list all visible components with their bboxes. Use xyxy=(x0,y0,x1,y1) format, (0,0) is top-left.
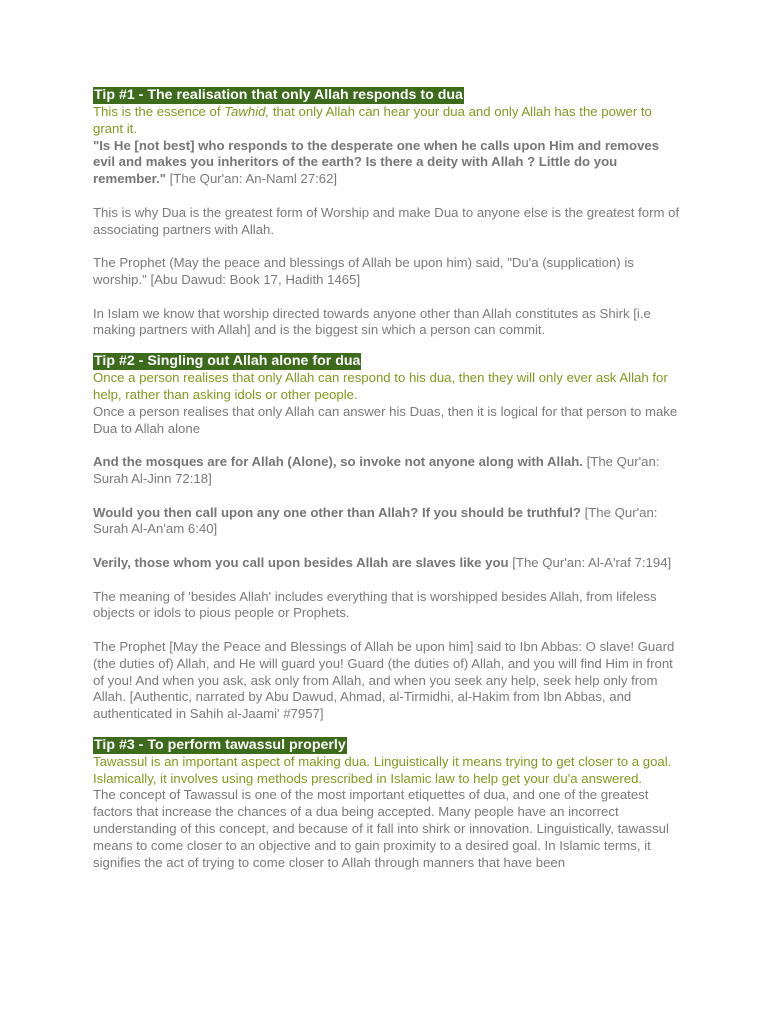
tip-1-intro: This is the essence of Tawhid, that only Allah can hear your dua and only Allah has the power to grant it. xyxy=(93,104,652,136)
tip-2-quran-quote-1: And the mosques are for Allah (Alone), so invoke not anyone along with Allah. [The Qur'an: Surah Al-Jinn 72:18] xyxy=(93,454,660,486)
tip-1-paragraph-2: The Prophet (May the peace and blessings of Allah be upon him) said, "Du'a (supplication) is worship." [Abu Dawud: Book 17, Hadith 1465] xyxy=(93,255,634,287)
tip-3-intro: Tawassul is an important aspect of making dua. Linguistically it means trying to get closer to a goal. Islamically, it involves using methods prescribed in Islamic law to help get your du'a answered. xyxy=(93,753,672,786)
tip-2-paragraph-1: Once a person realises that only Allah can answer his Duas, then it is logical for that person to make Dua to Allah alone xyxy=(93,403,678,436)
tip-3-heading: Tip #3 - To perform tawassul properly xyxy=(94,736,346,753)
tip-2-paragraph-3: The Prophet [May the Peace and Blessings of Allah be upon him] said to Ibn Abbas: O slave! Guard (the duties of) Allah, and He will guard you! Guard (the duties of) Allah, and you will find Him in front of you! And when you ask, ask only from Allah, and when you seek any help, seek help only from Allah. [Authentic, narrated by Abu Dawud, Ahmad, al-Tirmidhi, al-Hakim from Ibn Abbas, and authenticated in Sahih al-Jaami' #7957] xyxy=(93,638,675,722)
tip-2-paragraph-2: The meaning of 'besides Allah' includes everything that is worshipped besides Allah, from lifeless objects or idols to pious people or Prophets. xyxy=(93,588,657,621)
tip-1-quran-quote: "Is He [not best] who responds to the desperate one when he calls upon Him and removes evil and makes you inheritors of the earth? Is there a deity with Allah ? Little do you remember." [The Qur'an: An-Naml 27:62] xyxy=(93,137,660,187)
tip-2-heading: Tip #2 - Singling out Allah alone for dua xyxy=(94,353,361,370)
tip-2-intro: Once a person realises that only Allah can respond to his dua, then they will only ever ask Allah for help, rather than asking idols or other people. xyxy=(93,370,668,402)
document-page xyxy=(93,87,683,871)
tip-2-quran-quote-3: Verily, those whom you call upon besides Allah are slaves like you [The Qur'an: Al-A'raf 7:194] xyxy=(93,554,672,570)
tip-1-heading: Tip #1 - The realisation that only Allah responds to dua xyxy=(94,87,463,103)
tip-3-paragraph-1: The concept of Tawassul is one of the most important etiquettes of dua, and one of the greatest factors that increase the chances of a dua being accepted. Many people have an incorrect understanding of this concept, and because of it fall into shirk or innovation. Linguistically, tawassul means to come closer to an objective and to gain proximity to a desired goal. In Islamic terms, it signifies the act of trying to come closer to Allah through manners that have been xyxy=(93,787,669,870)
tip-1-paragraph-1: This is why Dua is the greatest form of Worship and make Dua to anyone else is the greatest form of associating partners with Allah. xyxy=(93,204,680,237)
tip-2-quran-quote-2: Would you then call upon any one other than Allah? If you should be truthful? [The Qur'an: Surah Al-An'am 6:40] xyxy=(93,504,658,537)
tip-1-paragraph-3: In Islam we know that worship directed towards anyone other than Allah constitutes as Shirk [i.e making partners with Allah] and is the biggest sin which a person can commit. xyxy=(93,305,651,338)
